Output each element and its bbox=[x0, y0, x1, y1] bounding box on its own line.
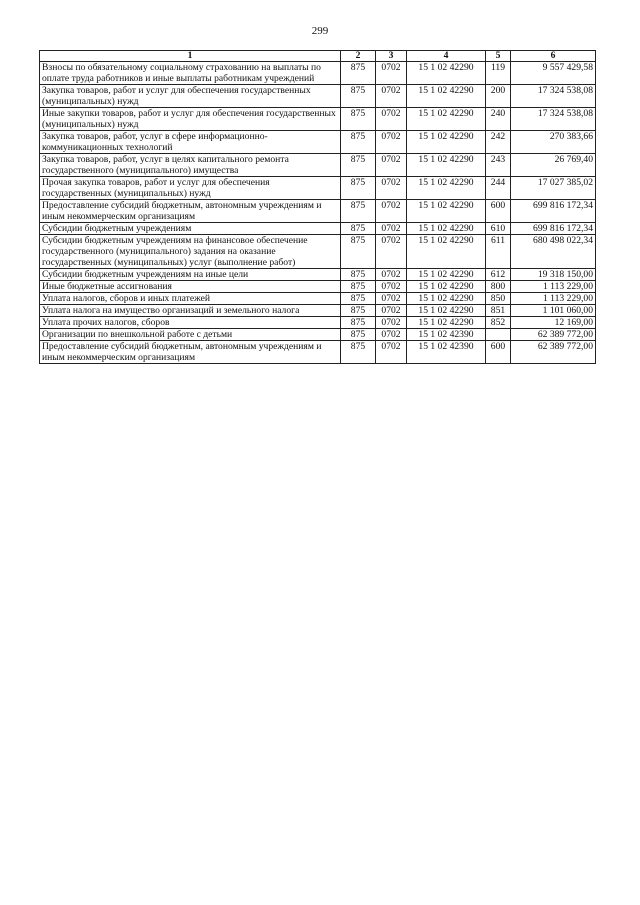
row-name-cell: Иные бюджетные ассигнования bbox=[40, 281, 341, 293]
row-admin-code-cell: 875 bbox=[341, 62, 376, 85]
page-number: 299 bbox=[311, 25, 329, 37]
row-section-code-cell: 0702 bbox=[376, 329, 407, 341]
row-expense-type-cell: 851 bbox=[486, 305, 511, 317]
row-expense-type-cell: 850 bbox=[486, 293, 511, 305]
row-target-code-cell: 15 1 02 42290 bbox=[407, 293, 486, 305]
row-section-code-cell: 0702 bbox=[376, 281, 407, 293]
row-section-code-cell: 0702 bbox=[376, 269, 407, 281]
row-amount-cell: 62 389 772,00 bbox=[511, 329, 596, 341]
table-row bbox=[40, 341, 596, 364]
row-amount-cell: 1 113 229,00 bbox=[511, 293, 596, 305]
row-target-code-cell: 15 1 02 42290 bbox=[407, 177, 486, 200]
column-header: 5 bbox=[486, 51, 511, 62]
row-target-code-cell: 15 1 02 42290 bbox=[407, 200, 486, 223]
row-expense-type-cell: 243 bbox=[486, 154, 511, 177]
row-admin-code-cell: 875 bbox=[341, 305, 376, 317]
row-target-code-cell: 15 1 02 42290 bbox=[407, 235, 486, 269]
row-amount-cell: 270 383,66 bbox=[511, 131, 596, 154]
row-section-code-cell: 0702 bbox=[376, 154, 407, 177]
row-target-code-cell: 15 1 02 42290 bbox=[407, 108, 486, 131]
row-expense-type-cell bbox=[486, 329, 511, 341]
row-admin-code-cell: 875 bbox=[341, 154, 376, 177]
row-expense-type-cell: 119 bbox=[486, 62, 511, 85]
row-amount-cell: 699 816 172,34 bbox=[511, 223, 596, 235]
column-header: 1 bbox=[40, 51, 341, 62]
table-row bbox=[40, 281, 596, 293]
row-name-cell: Предоставление субсидий бюджетным, автономным учреждениям и иным некоммерческим организациям bbox=[40, 341, 341, 364]
table-row bbox=[40, 269, 596, 281]
row-expense-type-cell: 600 bbox=[486, 200, 511, 223]
table-row bbox=[40, 293, 596, 305]
row-expense-type-cell: 242 bbox=[486, 131, 511, 154]
row-amount-cell: 62 389 772,00 bbox=[511, 341, 596, 364]
row-name-cell: Закупка товаров, работ, услуг в целях капитального ремонта государственного (муниципального) имущества bbox=[40, 154, 341, 177]
row-expense-type-cell: 200 bbox=[486, 85, 511, 108]
table-row bbox=[40, 177, 596, 200]
row-amount-cell: 26 769,40 bbox=[511, 154, 596, 177]
row-name-cell: Организации по внешкольной работе с детьми bbox=[40, 329, 341, 341]
row-amount-cell: 680 498 022,34 bbox=[511, 235, 596, 269]
row-admin-code-cell: 875 bbox=[341, 341, 376, 364]
row-target-code-cell: 15 1 02 42290 bbox=[407, 317, 486, 329]
row-target-code-cell: 15 1 02 42290 bbox=[407, 305, 486, 317]
row-name-cell: Уплата налогов, сборов и иных платежей bbox=[40, 293, 341, 305]
row-expense-type-cell: 244 bbox=[486, 177, 511, 200]
row-admin-code-cell: 875 bbox=[341, 223, 376, 235]
row-target-code-cell: 15 1 02 42390 bbox=[407, 341, 486, 364]
row-admin-code-cell: 875 bbox=[341, 293, 376, 305]
column-header: 4 bbox=[407, 51, 486, 62]
row-section-code-cell: 0702 bbox=[376, 293, 407, 305]
row-admin-code-cell: 875 bbox=[341, 329, 376, 341]
row-target-code-cell: 15 1 02 42290 bbox=[407, 223, 486, 235]
row-admin-code-cell: 875 bbox=[341, 177, 376, 200]
row-target-code-cell: 15 1 02 42290 bbox=[407, 154, 486, 177]
row-section-code-cell: 0702 bbox=[376, 305, 407, 317]
column-header: 2 bbox=[341, 51, 376, 62]
table-row bbox=[40, 85, 596, 108]
row-admin-code-cell: 875 bbox=[341, 131, 376, 154]
row-section-code-cell: 0702 bbox=[376, 223, 407, 235]
row-amount-cell: 9 557 429,58 bbox=[511, 62, 596, 85]
row-section-code-cell: 0702 bbox=[376, 341, 407, 364]
row-amount-cell: 17 027 385,02 bbox=[511, 177, 596, 200]
row-name-cell: Субсидии бюджетным учреждениям на иные цели bbox=[40, 269, 341, 281]
row-name-cell: Закупка товаров, работ и услуг для обеспечения государственных (муниципальных) нужд bbox=[40, 85, 341, 108]
row-section-code-cell: 0702 bbox=[376, 177, 407, 200]
row-section-code-cell: 0702 bbox=[376, 108, 407, 131]
table-row bbox=[40, 200, 596, 223]
row-name-cell: Закупка товаров, работ, услуг в сфере информационно-коммуникационных технологий bbox=[40, 131, 341, 154]
table-row bbox=[40, 108, 596, 131]
row-amount-cell: 19 318 150,00 bbox=[511, 269, 596, 281]
row-section-code-cell: 0702 bbox=[376, 235, 407, 269]
row-expense-type-cell: 800 bbox=[486, 281, 511, 293]
table-row bbox=[40, 317, 596, 329]
row-amount-cell: 1 113 229,00 bbox=[511, 281, 596, 293]
row-name-cell: Уплата прочих налогов, сборов bbox=[40, 317, 341, 329]
row-section-code-cell: 0702 bbox=[376, 200, 407, 223]
row-section-code-cell: 0702 bbox=[376, 317, 407, 329]
row-amount-cell: 1 101 060,00 bbox=[511, 305, 596, 317]
row-name-cell: Субсидии бюджетным учреждениям bbox=[40, 223, 341, 235]
row-expense-type-cell: 611 bbox=[486, 235, 511, 269]
row-target-code-cell: 15 1 02 42290 bbox=[407, 62, 486, 85]
table-row bbox=[40, 305, 596, 317]
row-admin-code-cell: 875 bbox=[341, 200, 376, 223]
table-row bbox=[40, 329, 596, 341]
column-header: 6 bbox=[511, 51, 596, 62]
row-section-code-cell: 0702 bbox=[376, 131, 407, 154]
table-row bbox=[40, 223, 596, 235]
row-admin-code-cell: 875 bbox=[341, 108, 376, 131]
budget-table bbox=[39, 50, 596, 364]
table-row bbox=[40, 154, 596, 177]
row-target-code-cell: 15 1 02 42290 bbox=[407, 85, 486, 108]
row-admin-code-cell: 875 bbox=[341, 269, 376, 281]
row-target-code-cell: 15 1 02 42290 bbox=[407, 281, 486, 293]
column-header: 3 bbox=[376, 51, 407, 62]
row-target-code-cell: 15 1 02 42390 bbox=[407, 329, 486, 341]
row-amount-cell: 17 324 538,08 bbox=[511, 108, 596, 131]
table-row bbox=[40, 62, 596, 85]
row-name-cell: Уплата налога на имущество организаций и земельного налога bbox=[40, 305, 341, 317]
row-expense-type-cell: 612 bbox=[486, 269, 511, 281]
row-expense-type-cell: 610 bbox=[486, 223, 511, 235]
row-name-cell: Субсидии бюджетным учреждениям на финансовое обеспечение государственного (муниципального) задания на оказание государственных (муниципальных) услуг (выполнение работ) bbox=[40, 235, 341, 269]
row-amount-cell: 12 169,00 bbox=[511, 317, 596, 329]
row-admin-code-cell: 875 bbox=[341, 317, 376, 329]
row-name-cell: Иные закупки товаров, работ и услуг для обеспечения государственных (муниципальных) нужд bbox=[40, 108, 341, 131]
row-name-cell: Прочая закупка товаров, работ и услуг для обеспечения государственных (муниципальных) нужд bbox=[40, 177, 341, 200]
row-amount-cell: 17 324 538,08 bbox=[511, 85, 596, 108]
row-name-cell: Взносы по обязательному социальному страхованию на выплаты по оплате труда работников и иные выплаты работникам учреждений bbox=[40, 62, 341, 85]
row-expense-type-cell: 852 bbox=[486, 317, 511, 329]
table-header-row bbox=[40, 51, 596, 62]
table-row bbox=[40, 131, 596, 154]
row-admin-code-cell: 875 bbox=[341, 281, 376, 293]
row-expense-type-cell: 600 bbox=[486, 341, 511, 364]
row-section-code-cell: 0702 bbox=[376, 85, 407, 108]
row-admin-code-cell: 875 bbox=[341, 85, 376, 108]
table-row bbox=[40, 235, 596, 269]
row-target-code-cell: 15 1 02 42290 bbox=[407, 131, 486, 154]
row-amount-cell: 699 816 172,34 bbox=[511, 200, 596, 223]
row-expense-type-cell: 240 bbox=[486, 108, 511, 131]
row-section-code-cell: 0702 bbox=[376, 62, 407, 85]
row-name-cell: Предоставление субсидий бюджетным, автономным учреждениям и иным некоммерческим организациям bbox=[40, 200, 341, 223]
row-target-code-cell: 15 1 02 42290 bbox=[407, 269, 486, 281]
row-admin-code-cell: 875 bbox=[341, 235, 376, 269]
